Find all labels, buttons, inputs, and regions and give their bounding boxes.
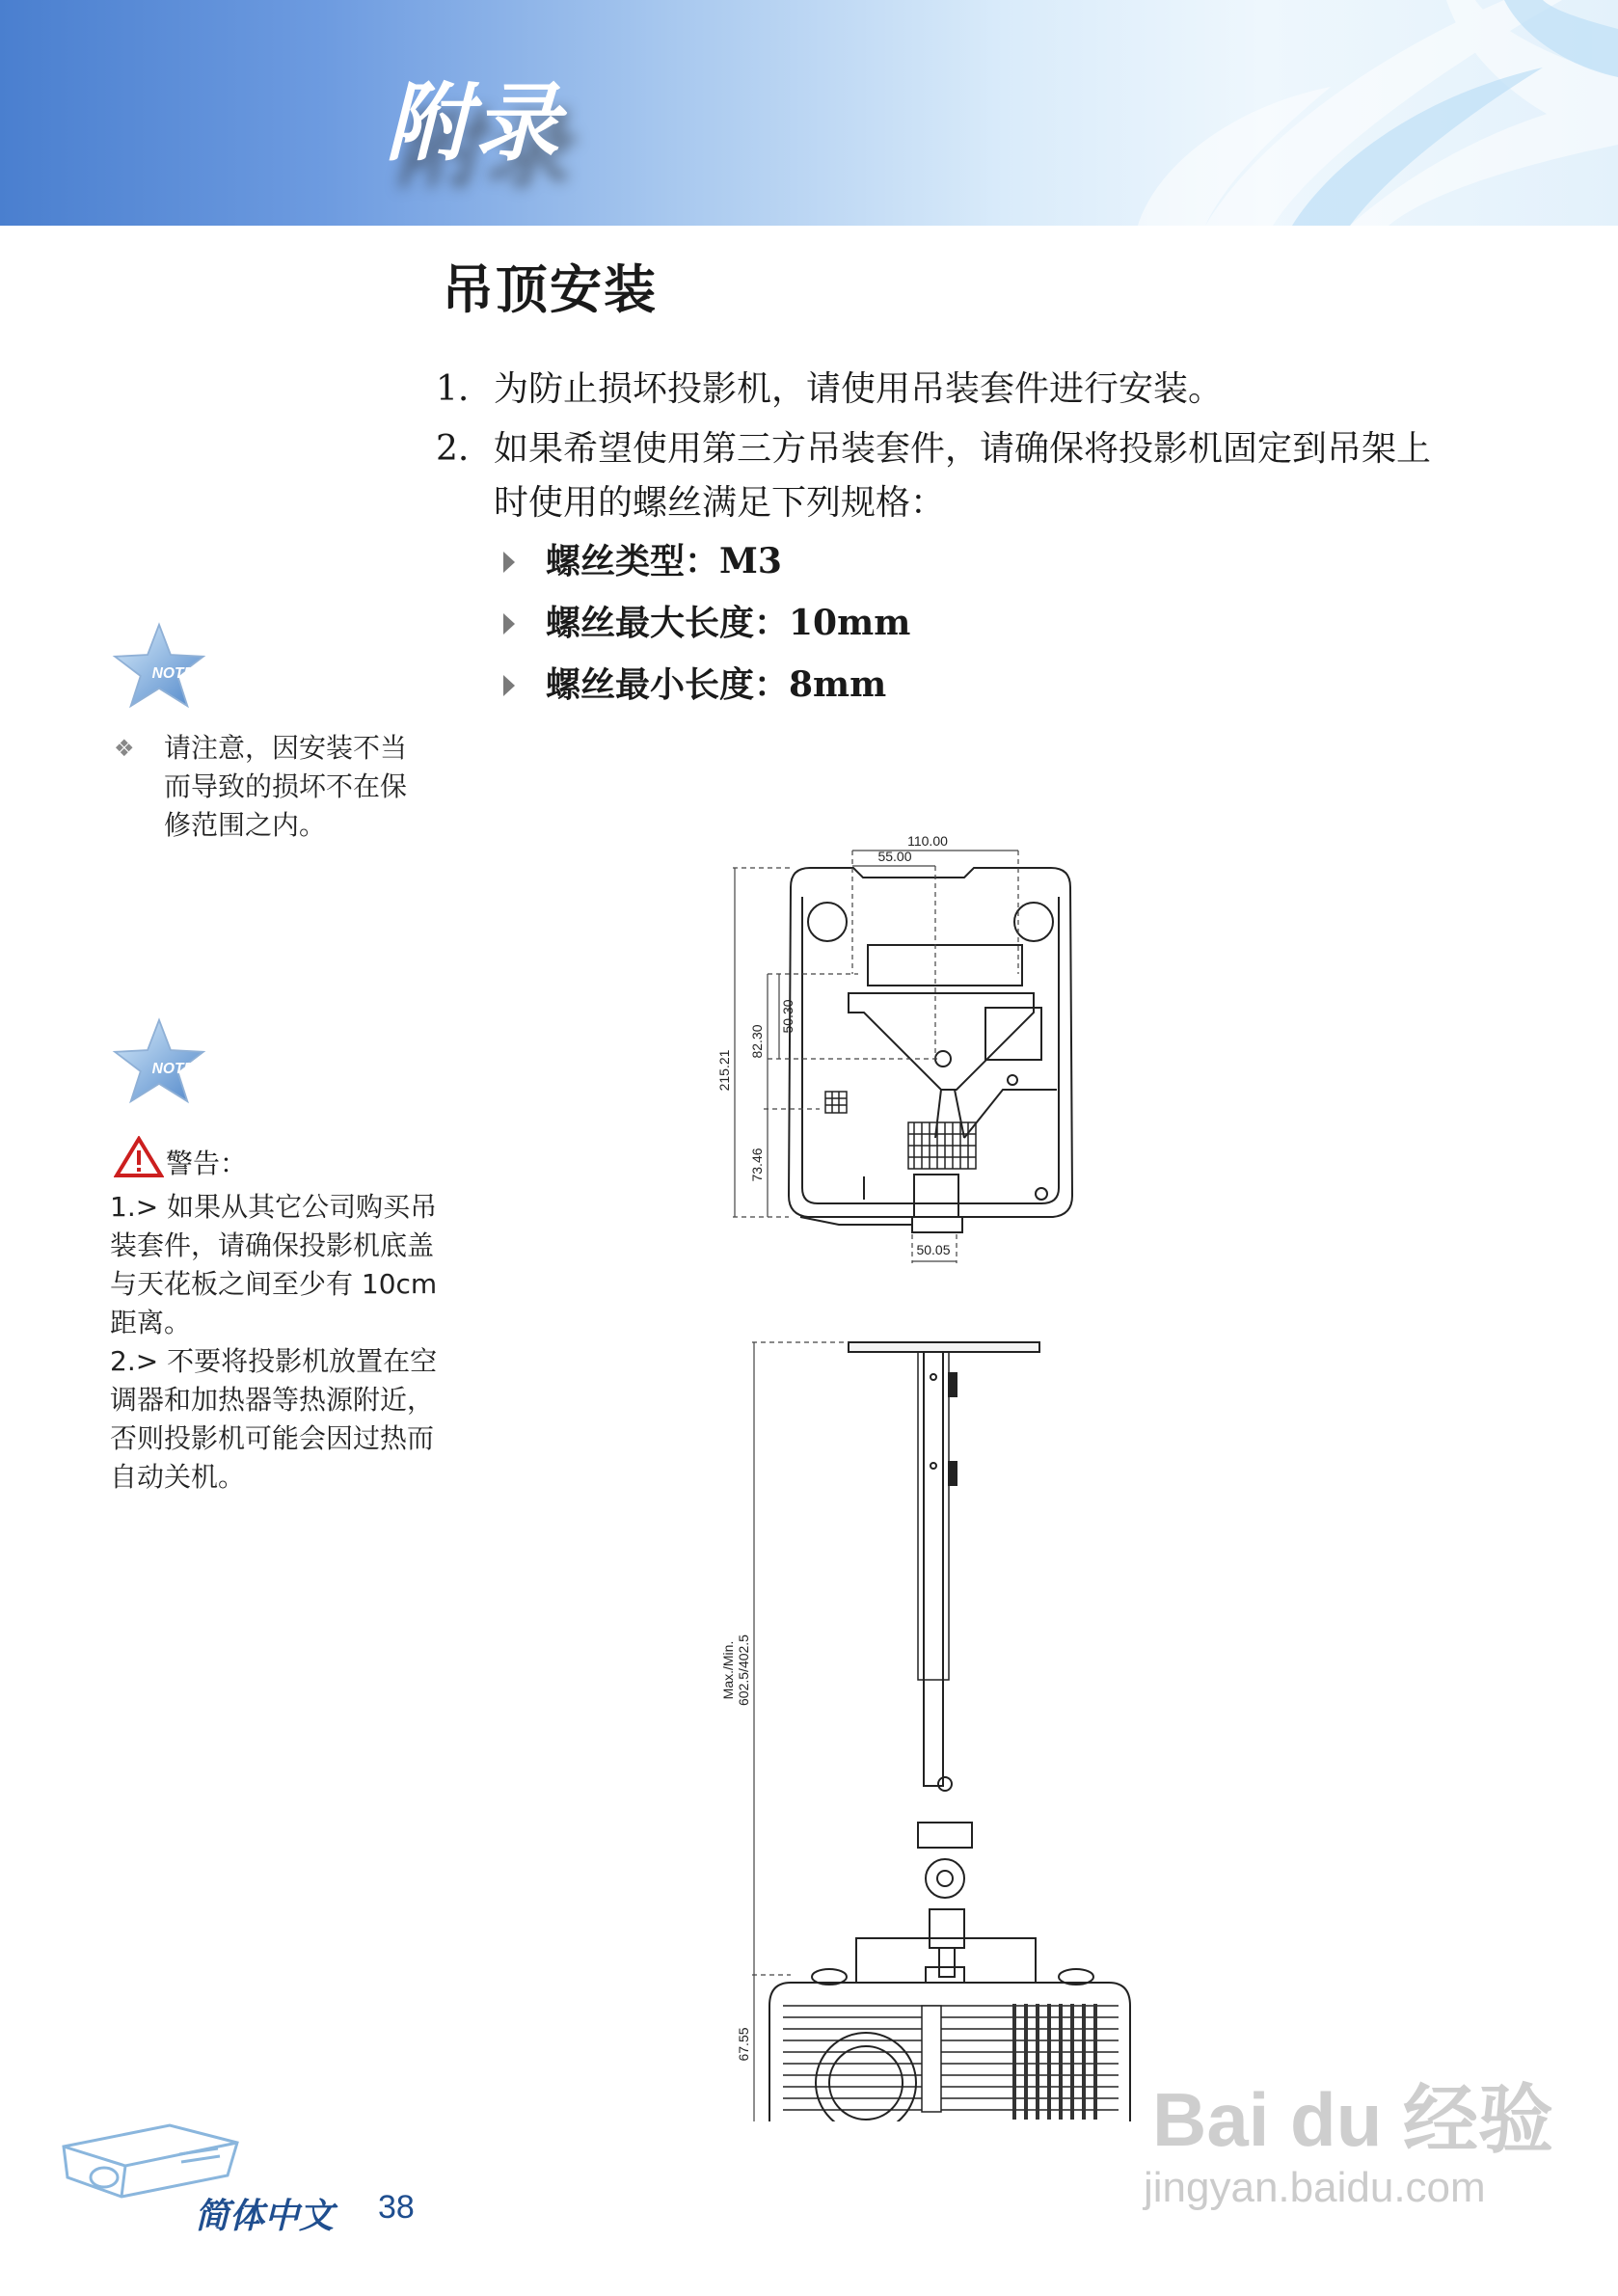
spec-item	[503, 592, 910, 654]
spec-text: 螺丝类型：M3	[546, 541, 782, 581]
note-label: NOTE	[151, 1060, 194, 1077]
note-text: 请注意，因安装不当而导致的损坏不在保修范围之内。	[164, 732, 408, 841]
dim-width-outer: 110.00	[907, 833, 948, 849]
triangle-bullet-icon	[503, 552, 515, 573]
dim-width-bottom: 50.05	[916, 1242, 951, 1257]
watermark-url: jingyan.baidu.com	[1144, 2164, 1486, 2211]
watermark-brand: Bai du 经验	[1152, 2077, 1554, 2162]
dim-height-mid: 82.30	[749, 1024, 765, 1059]
step-number: 2.	[436, 429, 470, 469]
dim-width-inner: 55.00	[877, 849, 912, 864]
diamond-bullet-icon: ❖	[114, 735, 135, 762]
note-star-icon	[106, 1013, 212, 1109]
footer-language: 简体中文	[195, 2197, 335, 2236]
spec-text: 螺丝最小长度：8mm	[546, 664, 887, 705]
dim-pole-label: Max./Min.	[720, 1640, 736, 1700]
section-title: 吊顶安装	[442, 259, 658, 320]
spec-text: 螺丝最大长度：10mm	[546, 603, 911, 643]
step-text: 如果希望使用第三方吊装套件，请确保将投影机固定到吊架上时使用的螺丝满足下列规格：	[494, 429, 1432, 523]
warning-title: 警告：	[166, 1148, 248, 1179]
dim-pole-value: 602.5/402.5	[736, 1634, 751, 1706]
spec-item	[503, 530, 910, 592]
screw-spec-list	[503, 530, 910, 716]
dim-height-small: 50.30	[780, 999, 796, 1034]
step-text: 为防止损坏投影机，请使用吊装套件进行安装。	[494, 369, 1224, 409]
step-item	[436, 422, 1458, 530]
dim-height-total: 215.21	[716, 1049, 732, 1092]
chapter-title: 附录	[386, 73, 564, 173]
note-star-icon	[106, 617, 212, 714]
dim-projector-height: 67.55	[736, 2027, 751, 2062]
warning-body: 1.> 如果从其它公司购买吊装套件，请确保投影机底盖与天花板之间至少有 10cm 距离。 2.> 不要将投影机放置在空调器和加热器等热源附近，否则投影机可能会因过热而自动关机。	[110, 1191, 438, 1493]
triangle-bullet-icon	[503, 675, 515, 696]
projector-bottom-view-diagram	[675, 829, 1176, 1273]
step-number: 1.	[436, 369, 470, 409]
instruction-steps	[436, 363, 1516, 536]
triangle-bullet-icon	[503, 613, 515, 635]
ceiling-mount-side-view-diagram	[694, 1331, 1176, 2121]
footer-page-number: 38	[378, 2189, 415, 2226]
step-item	[436, 363, 1516, 417]
decorative-petals-graphic	[0, 0, 1618, 226]
page-header-banner	[0, 0, 1618, 226]
spec-item	[503, 654, 910, 716]
warning-triangle-icon	[114, 1136, 164, 1178]
note-label: NOTE	[151, 664, 194, 682]
warning-heading	[114, 1136, 247, 1183]
dim-height-bottom: 73.46	[749, 1148, 765, 1182]
